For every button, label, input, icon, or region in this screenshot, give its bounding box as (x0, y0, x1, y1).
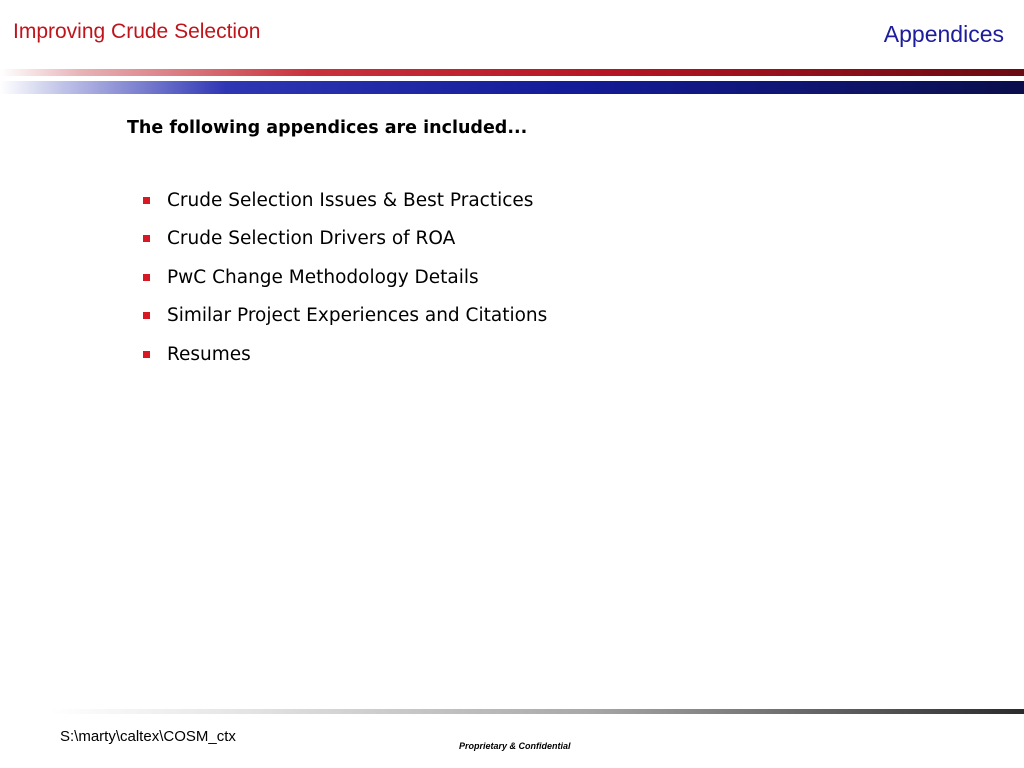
section-title: Appendices (883, 21, 1004, 47)
bullet-square-icon (143, 351, 150, 358)
list-item (143, 335, 547, 374)
list-item-label: PwC Change Methodology Details (167, 266, 479, 288)
footer-divider (50, 709, 1024, 714)
list-item-label: Similar Project Experiences and Citations (167, 305, 548, 327)
footer-file-path: S:\marty\caltex\COSM_ctx (60, 728, 236, 745)
list-item-label: Crude Selection Issues & Best Practices (167, 189, 534, 211)
appendix-list (143, 181, 547, 374)
header-blue-band (0, 81, 1024, 94)
bullet-square-icon (143, 274, 150, 281)
header-red-band (0, 69, 1024, 76)
list-item (143, 297, 547, 336)
bullet-square-icon (143, 312, 150, 319)
list-item (143, 258, 547, 297)
bullet-square-icon (143, 235, 150, 242)
list-item (143, 181, 547, 220)
intro-heading: The following appendices are included... (127, 118, 528, 138)
footer-confidentiality: Proprietary & Confidential (459, 741, 571, 751)
bullet-square-icon (143, 197, 150, 204)
deck-title: Improving Crude Selection (13, 20, 261, 43)
list-item (143, 220, 547, 259)
list-item-label: Resumes (167, 343, 251, 365)
list-item-label: Crude Selection Drivers of ROA (167, 228, 456, 250)
